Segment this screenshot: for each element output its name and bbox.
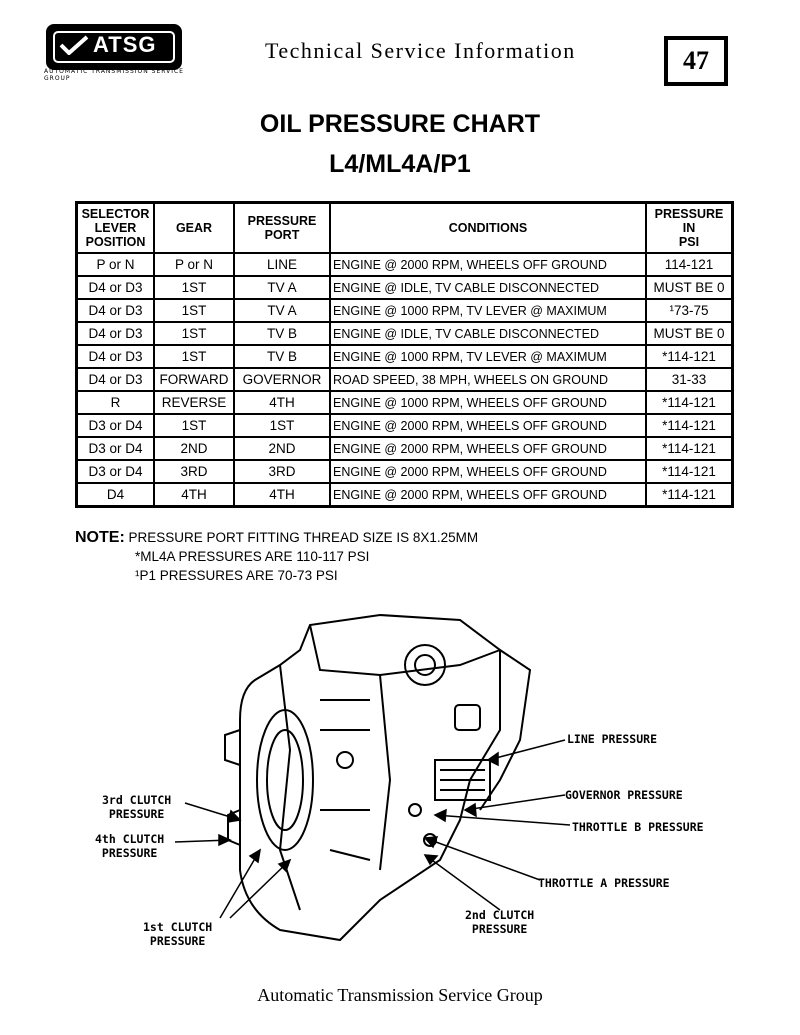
table-row <box>77 276 733 299</box>
cell-gear: 1ST <box>154 299 234 322</box>
cell-port: TV A <box>234 299 330 322</box>
chart-title: OIL PRESSURE CHART <box>259 110 541 138</box>
cell-psi: MUST BE 0 <box>646 276 733 299</box>
cell-conditions: ENGINE @ 2000 RPM, WHEELS OFF GROUND <box>330 437 646 460</box>
cell-conditions: ENGINE @ 1000 RPM, TV LEVER @ MAXIMUM <box>330 299 646 322</box>
label-4th-clutch: 4th CLUTCH PRESSURE <box>95 832 165 860</box>
logo-text: ATSG <box>93 32 157 57</box>
label-3rd-clutch: 3rd CLUTCH PRESSURE <box>102 793 172 821</box>
cell-position: D3 or D4 <box>77 414 155 437</box>
cell-gear: REVERSE <box>154 391 234 414</box>
note-line-3: ¹P1 PRESSURES ARE 70-73 PSI <box>135 568 338 583</box>
cell-gear: 4TH <box>154 483 234 507</box>
page-number: 47 <box>664 36 728 86</box>
note-line-2: *ML4A PRESSURES ARE 110-117 PSI <box>135 549 370 564</box>
cell-position: D4 or D3 <box>77 276 155 299</box>
cell-position: D4 or D3 <box>77 345 155 368</box>
atsg-logo <box>46 24 196 84</box>
cell-psi: *114-121 <box>646 391 733 414</box>
label-2nd-clutch: 2nd CLUTCH PRESSURE <box>465 908 535 936</box>
cell-psi: 31-33 <box>646 368 733 391</box>
note-line-1: PRESSURE PORT FITTING THREAD SIZE IS 8X1.25MM <box>124 530 479 545</box>
cell-conditions: ENGINE @ 2000 RPM, WHEELS OFF GROUND <box>330 460 646 483</box>
cell-port: TV A <box>234 276 330 299</box>
cell-gear: P or N <box>154 253 234 276</box>
cell-position: D3 or D4 <box>77 437 155 460</box>
cell-port: TV B <box>234 345 330 368</box>
header-title: Technical Service Information <box>265 38 576 63</box>
cell-conditions: ENGINE @ 2000 RPM, WHEELS OFF GROUND <box>330 253 646 276</box>
cell-port: 3RD <box>234 460 330 483</box>
cell-psi: *114-121 <box>646 483 733 507</box>
cell-conditions: ENGINE @ IDLE, TV CABLE DISCONNECTED <box>330 322 646 345</box>
table-row <box>77 414 733 437</box>
cell-position: D4 <box>77 483 155 507</box>
cell-port: 4TH <box>234 391 330 414</box>
table-row <box>77 460 733 483</box>
cell-position: D4 or D3 <box>77 368 155 391</box>
table-body <box>77 253 733 507</box>
cell-position: D3 or D4 <box>77 460 155 483</box>
cell-psi: *114-121 <box>646 345 733 368</box>
cell-conditions: ENGINE @ 2000 RPM, WHEELS OFF GROUND <box>330 483 646 507</box>
cell-conditions: ENGINE @ IDLE, TV CABLE DISCONNECTED <box>330 276 646 299</box>
cell-psi: 114-121 <box>646 253 733 276</box>
cell-gear: 1ST <box>154 322 234 345</box>
cell-gear: 1ST <box>154 276 234 299</box>
table-row <box>77 437 733 460</box>
table-row <box>77 345 733 368</box>
cell-position: R <box>77 391 155 414</box>
cell-port: 4TH <box>234 483 330 507</box>
cell-port: LINE <box>234 253 330 276</box>
cell-position: P or N <box>77 253 155 276</box>
header-conditions: CONDITIONS <box>330 203 646 254</box>
note-block <box>75 528 478 585</box>
label-governor-pressure: GOVERNOR PRESSURE <box>565 788 683 802</box>
cell-gear: FORWARD <box>154 368 234 391</box>
cell-position: D4 or D3 <box>77 299 155 322</box>
cell-psi: MUST BE 0 <box>646 322 733 345</box>
footer-text: Automatic Transmission Service Group <box>257 985 543 1005</box>
table-row <box>77 299 733 322</box>
header-port: PRESSURE PORT <box>234 203 330 254</box>
cell-conditions: ENGINE @ 1000 RPM, WHEELS OFF GROUND <box>330 391 646 414</box>
cell-port: GOVERNOR <box>234 368 330 391</box>
cell-position: D4 or D3 <box>77 322 155 345</box>
header-psi: PRESSURE IN PSI <box>646 203 733 254</box>
transmission-diagram <box>80 610 740 980</box>
logo-badge <box>46 24 182 70</box>
cell-conditions: ENGINE @ 1000 RPM, TV LEVER @ MAXIMUM <box>330 345 646 368</box>
cell-gear: 3RD <box>154 460 234 483</box>
header-position: SELECTOR LEVER POSITION <box>77 203 155 254</box>
cell-port: TV B <box>234 322 330 345</box>
cell-conditions: ENGINE @ 2000 RPM, WHEELS OFF GROUND <box>330 414 646 437</box>
label-1st-clutch: 1st CLUTCH PRESSURE <box>143 920 213 948</box>
chart-subtitle: L4/ML4A/P1 <box>329 150 471 178</box>
table-row <box>77 391 733 414</box>
logo-arc-text: AUTOMATIC TRANSMISSION SERVICE GROUP <box>44 68 184 82</box>
cell-psi: *114-121 <box>646 414 733 437</box>
label-throttle-a-pressure: THROTTLE A PRESSURE <box>538 876 670 890</box>
header-gear: GEAR <box>154 203 234 254</box>
table-row <box>77 253 733 276</box>
table-row <box>77 368 733 391</box>
cell-port: 2ND <box>234 437 330 460</box>
cell-conditions: ROAD SPEED, 38 MPH, WHEELS ON GROUND <box>330 368 646 391</box>
table-header-row <box>77 203 733 254</box>
table-row <box>77 483 733 507</box>
cell-port: 1ST <box>234 414 330 437</box>
oil-pressure-table <box>75 201 734 508</box>
label-throttle-b-pressure: THROTTLE B PRESSURE <box>572 820 704 834</box>
cell-psi: *114-121 <box>646 460 733 483</box>
cell-gear: 1ST <box>154 414 234 437</box>
cell-gear: 2ND <box>154 437 234 460</box>
cell-gear: 1ST <box>154 345 234 368</box>
label-line-pressure: LINE PRESSURE <box>567 732 658 746</box>
checkmark-icon <box>59 35 89 55</box>
cell-psi: *114-121 <box>646 437 733 460</box>
table-row <box>77 322 733 345</box>
cell-psi: ¹73-75 <box>646 299 733 322</box>
note-label: NOTE: <box>75 529 125 546</box>
